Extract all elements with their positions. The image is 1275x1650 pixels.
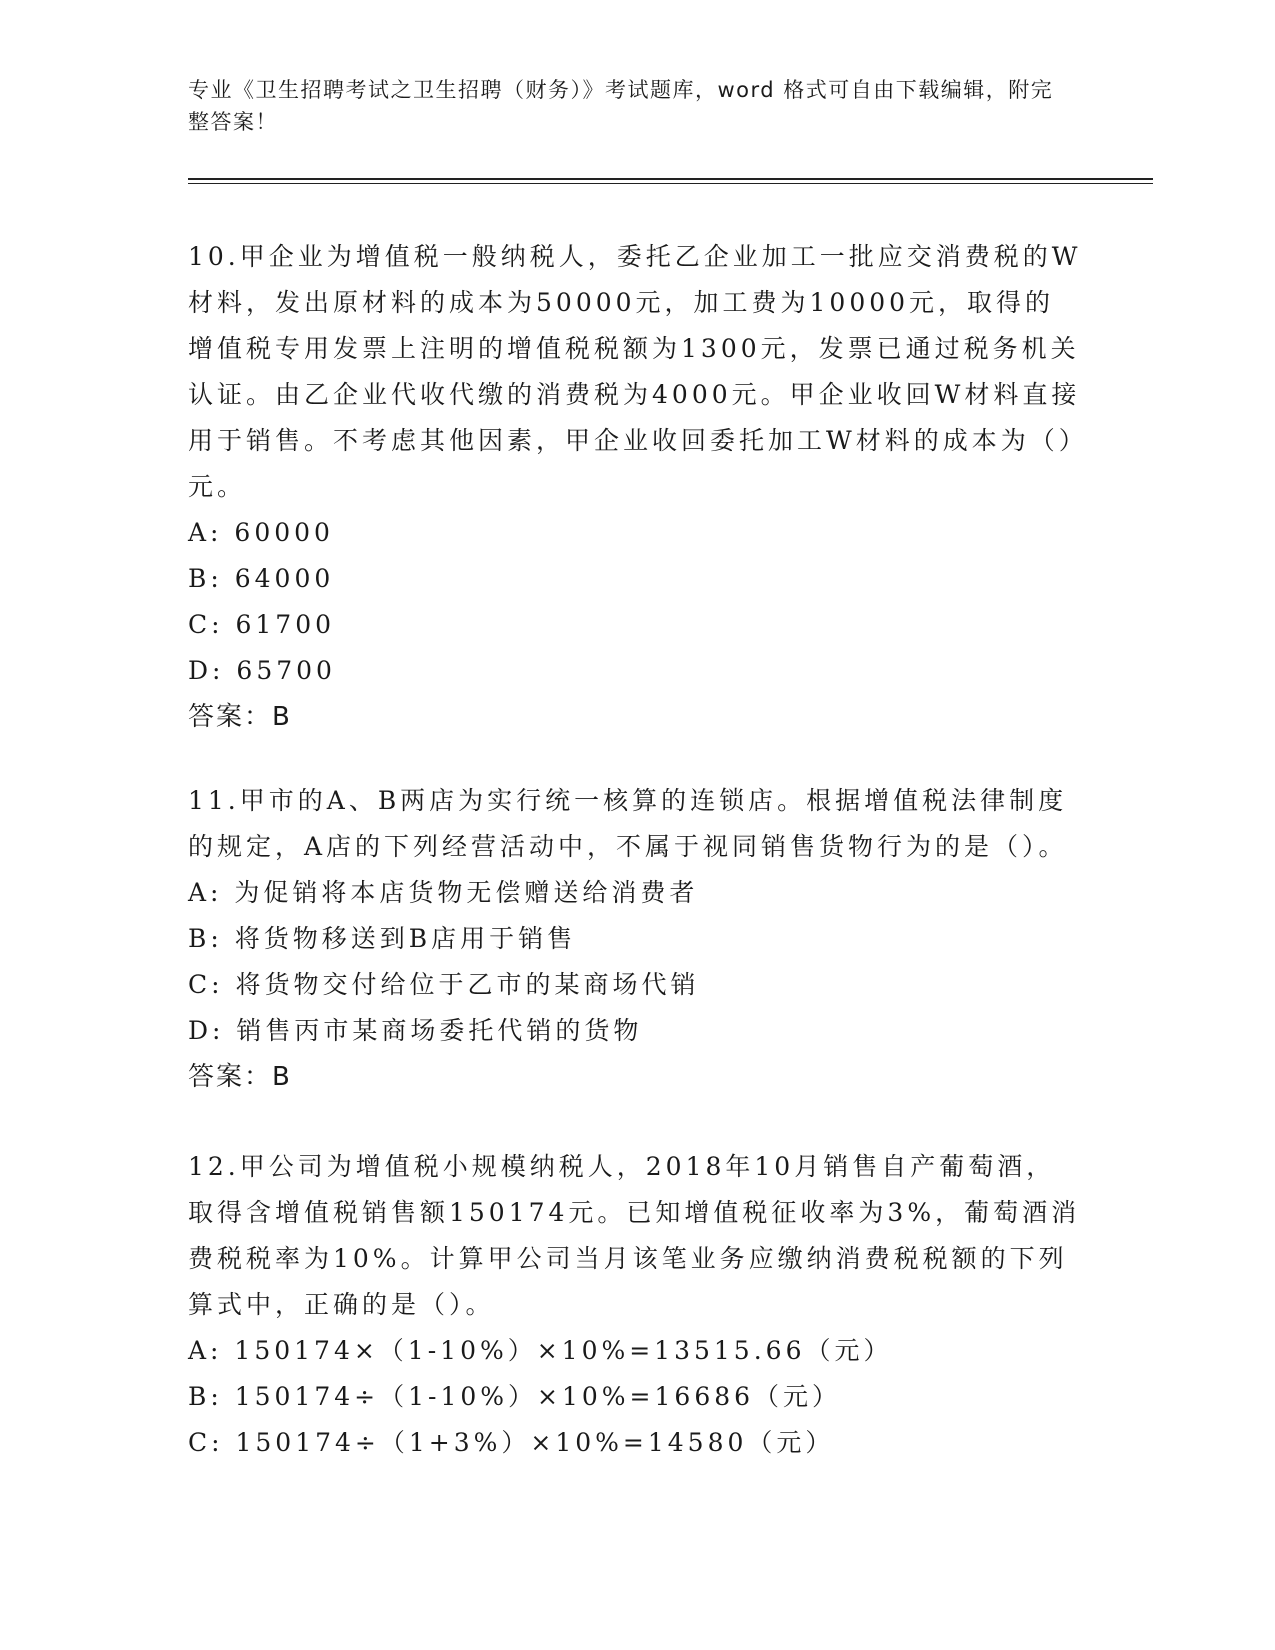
option-c: C: 将货物交付给位于乙市的某商场代销 — [188, 970, 700, 999]
question-12 — [188, 1144, 1083, 1466]
question-10 — [188, 234, 1083, 740]
option-c: C: 61700 — [188, 610, 336, 639]
option-d: D: 销售丙市某商场委托代销的货物 — [188, 1016, 643, 1045]
question-stem: 12.甲公司为增值税小规模纳税人，2018年10月销售自产葡萄酒，取得含增值税销售额150174元。已知增值税征收率为3%，葡萄酒消费税税率为10%。计算甲公司当月该笔业务应缴纳消费税税额的下列算式中，正确的是（）。 — [188, 1152, 1081, 1319]
option-c: C: 150174÷（1+3%）×10%=14580（元） — [188, 1428, 835, 1457]
question-stem: 11.甲市的A、B两店为实行统一核算的连锁店。根据增值税法律制度的规定，A店的下列经营活动中，不属于视同销售货物行为的是（）。 — [188, 786, 1068, 861]
option-b: B: 将货物移送到B店用于销售 — [188, 924, 577, 953]
question-11 — [188, 778, 1083, 1100]
document-header: 专业《卫生招聘考试之卫生招聘（财务）》考试题库，word 格式可自由下载编辑，附完整答案！ — [188, 78, 1054, 134]
answer-line: 答案：B — [188, 702, 292, 732]
header-divider-thin — [188, 183, 1153, 184]
question-stem: 10.甲企业为增值税一般纳税人，委托乙企业加工一批应交消费税的W材料，发出原材料的成本为50000元，加工费为10000元，取得的增值税专用发票上注明的增值税税额为1300元，发票已通过税务机关认证。由乙企业代收代缴的消费税为4000元。甲企业收回W材料直接用于销售。不考虑其他因素，甲企业收回委托加工W材料的成本为（）元。 — [188, 242, 1082, 501]
option-b: B: 150174÷（1-10%）×10%=16686（元） — [188, 1382, 842, 1411]
option-a: A: 为促销将本店货物无偿赠送给消费者 — [188, 878, 699, 907]
option-b: B: 64000 — [188, 564, 335, 593]
header-divider-thick — [188, 178, 1153, 180]
option-a: A: 60000 — [188, 518, 334, 547]
answer-line: 答案：B — [188, 1062, 292, 1092]
option-a: A: 150174×（1-10%）×10%=13515.66（元） — [188, 1336, 893, 1365]
option-d: D: 65700 — [188, 656, 336, 685]
